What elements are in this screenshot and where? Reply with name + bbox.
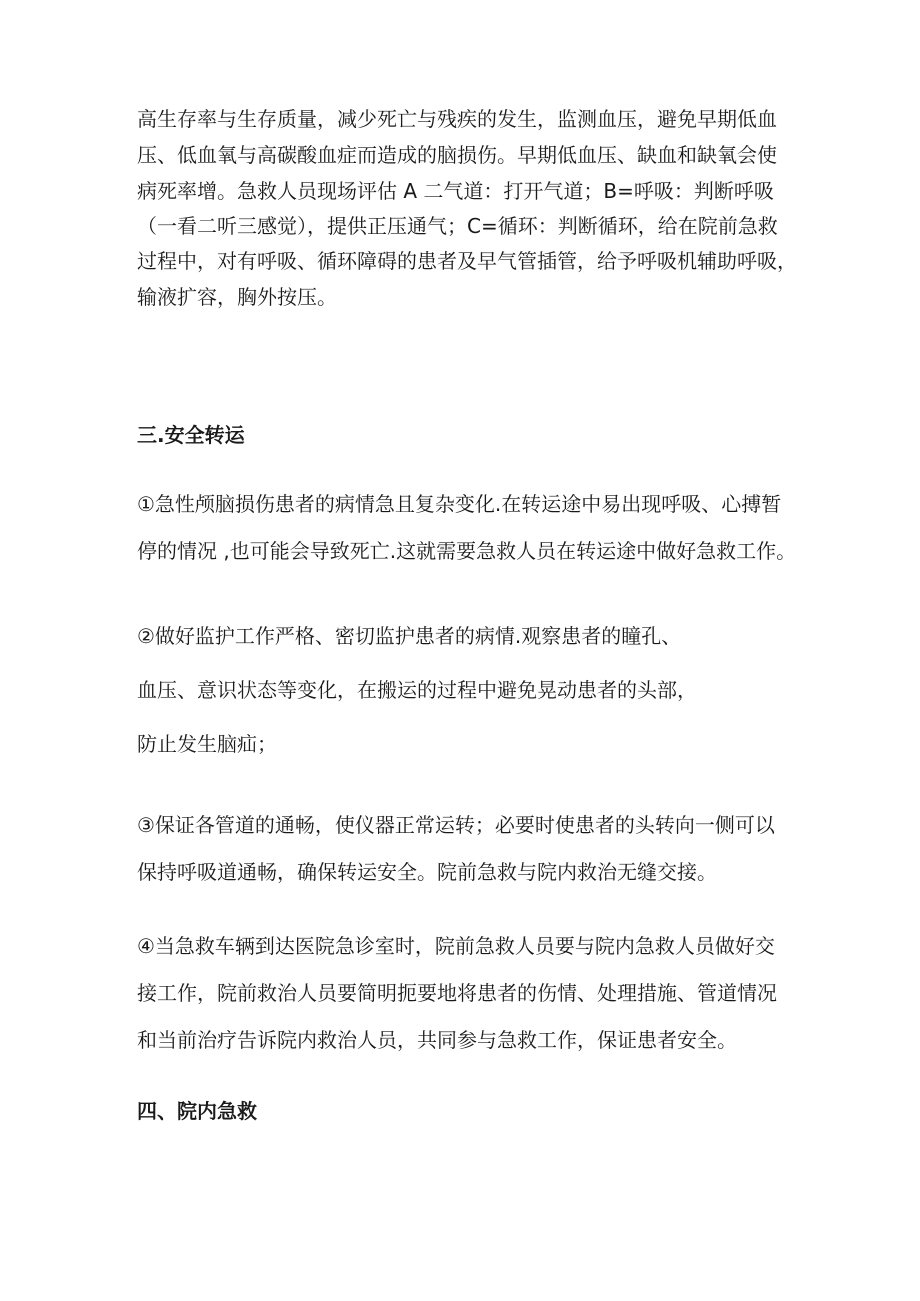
intro-line-2: 压、低血氧与高碳酸血症而造成的脑损伤。早期低血压、缺血和缺氧会使 [137, 143, 777, 167]
item-4-line-3: 和当前治疗告诉院内救治人员，共同参与急救工作，保证患者安全。 [137, 1028, 737, 1052]
item-4-line-2: 接工作，院前救治人员要简明扼要地将患者的伤情、处理措施、管道情况 [137, 981, 777, 1005]
intro-line-6: 输液扩容，胸外按压。 [137, 285, 337, 309]
item-2-line-1: ②做好监护工作严格、密切监护患者的病情.观察患者的瞳孔、 [137, 624, 682, 648]
item-4-line-1: ④当急救车辆到达医院急诊室时，院前急救人员要与院内急救人员做好交 [137, 934, 775, 958]
section-3-heading: 三.安全转运 [137, 423, 245, 447]
item-3-line-2: 保持呼吸道通畅，确保转运安全。院前急救与院内救治无缝交接。 [137, 860, 717, 884]
intro-line-4: （一看二听三感觉），提供正压通气；C=循环：判断循环，给在院前急救 [137, 214, 778, 238]
intro-line-1: 高生存率与生存质量，减少死亡与残疾的发生，监测血压，避免早期低血 [137, 107, 777, 131]
item-1-line-1: ①急性颅脑损伤患者的病情急且复杂变化.在转运途中易出现呼吸、心搏暂 [137, 492, 782, 516]
section-4-heading: 四、院内急救 [137, 1099, 257, 1123]
item-2-line-3: 防止发生脑疝； [137, 732, 277, 756]
intro-line-5: 过程中，对有呼吸、循环障碍的患者及早气管插管，给予呼吸机辅助呼吸， [137, 249, 797, 273]
item-2-line-2: 血压、意识状态等变化，在搬运的过程中避免晃动患者的头部， [137, 678, 697, 702]
intro-line-3: 病死率增。急救人员现场评估 A 二气道：打开气道；B=呼吸：判断呼吸 [137, 179, 774, 203]
item-3-line-1: ③保证各管道的通畅，使仪器正常运转；必要时使患者的头转向一侧可以 [137, 813, 775, 837]
item-1-line-2: 停的情况 ,也可能会导致死亡.这就需要急救人员在转运途中做好急救工作。 [137, 539, 797, 563]
